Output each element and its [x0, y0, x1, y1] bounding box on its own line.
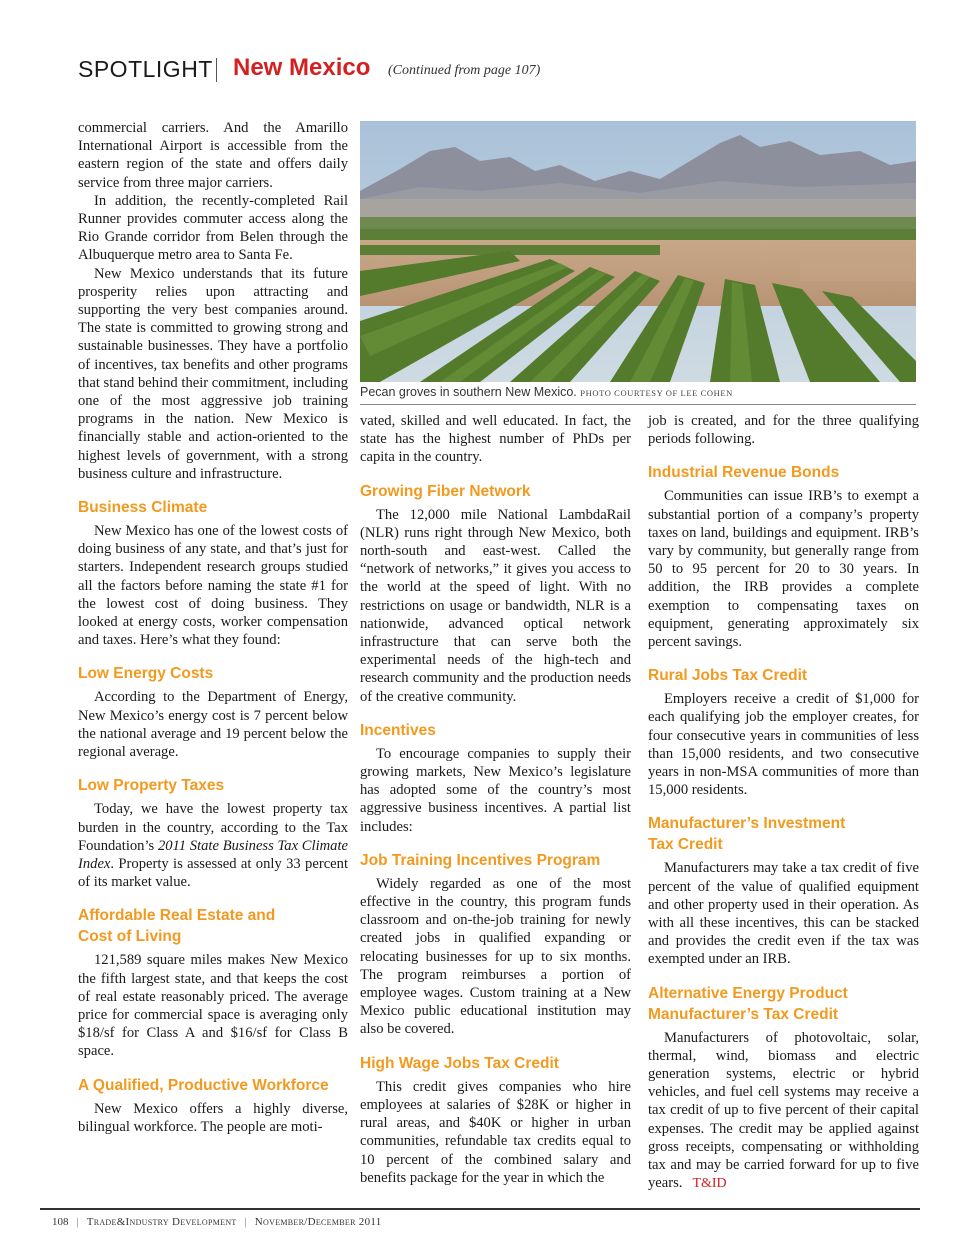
footer-separator: |: [76, 1216, 79, 1228]
paragraph: According to the Department of Energy, New Mexico’s energy cost is 7 percent below the national average and 19 percent below the regional average.: [78, 689, 348, 761]
heading-line: Cost of Living: [78, 928, 182, 946]
end-mark: T&ID: [692, 1176, 727, 1192]
heading-low-energy-costs: Low Energy Costs: [78, 665, 214, 683]
page-header: [78, 52, 918, 92]
heading-line: Alternative Energy Product: [648, 984, 848, 1002]
heading-growing-fiber-network: Growing Fiber Network: [360, 482, 531, 500]
pecan-grove-photo: [360, 121, 916, 382]
heading-job-training-program: Job Training Incentives Program: [360, 851, 601, 869]
heading-line: Manufacturer’s Tax Credit: [648, 1005, 839, 1023]
heading-rural-jobs-tax-credit: Rural Jobs Tax Credit: [648, 667, 808, 685]
heading-line: Affordable Real Estate and: [78, 907, 276, 925]
paragraph: This credit gives companies who hire employees at salaries of $28K or higher in rural areas, and $40K or higher in urban communities, refundable tax credits equal to 10 percent of the combined salary and benefits package for the year in which the: [360, 1078, 631, 1186]
column-3: [648, 412, 919, 1194]
heading-line: Tax Credit: [648, 836, 723, 854]
heading-alternative-energy-tax-credit: [648, 983, 919, 1025]
continued-note: (Continued from page 107): [388, 63, 541, 78]
issue-date: November/December 2011: [254, 1216, 382, 1228]
paragraph: New Mexico offers a highly diverse, bilingual workforce. The people are moti-: [78, 1100, 348, 1135]
paragraph: commercial carriers. And the Amarillo International Airport is accessible from the eastern region of the state and offers daily service from three major carriers.: [78, 120, 348, 191]
paragraph: In addition, the recently-completed Rail Runner provides commuter access along the Rio Grande corridor from Belen through the Albuquerque metro area to Santa Fe.: [78, 192, 348, 264]
footer-rule: [40, 1208, 920, 1210]
paragraph: 121,589 square miles makes New Mexico the fifth largest state, and that keeps the cost of real estate reasonably priced. The average price for commercial space is averaging only $18/sf for Class A and $16/sf for Class B space.: [78, 952, 348, 1060]
text-span: Today, we have the lowest property tax burden in the country, according to the Tax Foundation’s: [78, 801, 348, 854]
heading-high-wage-jobs-tax-credit: High Wage Jobs Tax Credit: [360, 1054, 559, 1072]
caption-rule: [360, 404, 916, 405]
heading-affordable-real-estate: [78, 905, 348, 947]
paragraph: Manufacturers may take a tax credit of five percent of the value of qualified equipment and other property used in their operation. As with all these incentives, this can be stacked and provides the credit even if the tax was exempted under an IRB.: [648, 860, 919, 968]
publication-title: 2011 State Business Tax Climate Index: [78, 837, 348, 872]
column-2: [360, 412, 631, 1187]
heading-low-property-taxes: Low Property Taxes: [78, 777, 225, 795]
heading-qualified-workforce: A Qualified, Productive Workforce: [78, 1076, 329, 1094]
paragraph: job is created, and for the three qualifying periods following.: [648, 413, 919, 448]
magazine-name: Trade&Industry Development: [86, 1216, 237, 1228]
heading-business-climate: Business Climate: [78, 499, 208, 517]
paragraph: Employers receive a credit of $1,000 for each qualifying job the employer creates, for four consecutive years in communities of less than 15,000 residents, and two consecutive years in non-MSA communities of more than 15,000 residents.: [648, 691, 919, 799]
column-1: [78, 119, 348, 1136]
paragraph: The 12,000 mile National LambdaRail (NLR) runs right through New Mexico, both north-south and east-west. Called the “network of networks,” it gives you access to the world at the speed of light. With no restrictions on usage or bandwidth, NLR is a nationwide, advanced optical network infrastructure that can serve both the experimental needs of the high-tech and research community and the production needs of the creative community.: [360, 506, 631, 705]
heading-incentives: Incentives: [360, 721, 436, 739]
paragraph: [78, 800, 348, 891]
text-span: Manufacturers of photovoltaic, solar, thermal, wind, biomass and electric generation systems, electric or hybrid vehicles, and fuel cell systems may receive a tax credit of up to five percent of their capital expenses. The credit may be applied against gross receipts, compensating or withholding tax and may be carried forward for up to five years.: [648, 1029, 919, 1192]
heading-manufacturers-investment-tax-credit: [648, 813, 919, 855]
paragraph: New Mexico understands that its future prosperity relies upon attracting and supporting the very best companies around. The state is committed to growing strong and sustainable businesses. They have a portfolio of incentives, tax benefits and other programs that stand behind their commitment, including one of the most aggressive job training programs in the nation. New Mexico is financially stable and action-oriented to the highest levels of government, with a strong business culture and infrastructure.: [78, 265, 348, 482]
paragraph: To encourage companies to supply their growing markets, New Mexico’s legislature has adopted some of the country’s most aggressive business incentives. A partial list includes:: [360, 745, 631, 835]
paragraph: New Mexico has one of the lowest costs of doing business of any state, and that’s just for starters. Independent research groups studied all the factors before naming the state #1 for the lowest cost of doing business. They looked at energy costs, worker compensation and taxes. Here’s what they found:: [78, 523, 348, 649]
section-label: SPOTLIGHT: [78, 56, 213, 82]
header-divider: [216, 58, 217, 82]
caption-text: Pecan groves in southern New Mexico.: [360, 385, 577, 399]
photo-credit: PHOTO COURTESY OF LEE COHEN: [580, 388, 733, 398]
article-title: New Mexico: [233, 54, 371, 81]
page-footer: [52, 1216, 382, 1228]
heading-line: Manufacturer’s Investment: [648, 815, 846, 833]
page-number: 108: [52, 1216, 69, 1228]
text-span: . Property is assessed at only 33 percent of its market value.: [78, 855, 348, 891]
paragraph: Communities can issue IRB’s to exempt a substantial portion of a company’s property taxes on land, buildings and equipment. IRB’s vary by community, but generally range from 50 to 95 percent for 20 to 30 years. In addition, the IRB provides a complete exemption to compensating taxes on equipment, generating approximately six percent savings.: [648, 488, 919, 651]
heading-industrial-revenue-bonds: Industrial Revenue Bonds: [648, 464, 840, 482]
paragraph: [648, 1029, 919, 1194]
photo-caption: [360, 385, 916, 399]
paragraph: vated, skilled and well educated. In fact, the state has the highest number of PhDs per capita in the country.: [360, 413, 631, 466]
footer-separator: |: [244, 1216, 247, 1228]
paragraph: Widely regarded as one of the most effective in the country, this program funds classroom and on-the-job training for newly created jobs in qualified expanding or relocating businesses for up to six months. The program reimburses a portion of employee wages. Custom training at a New Mexico public educational institution may also be covered.: [360, 875, 631, 1038]
